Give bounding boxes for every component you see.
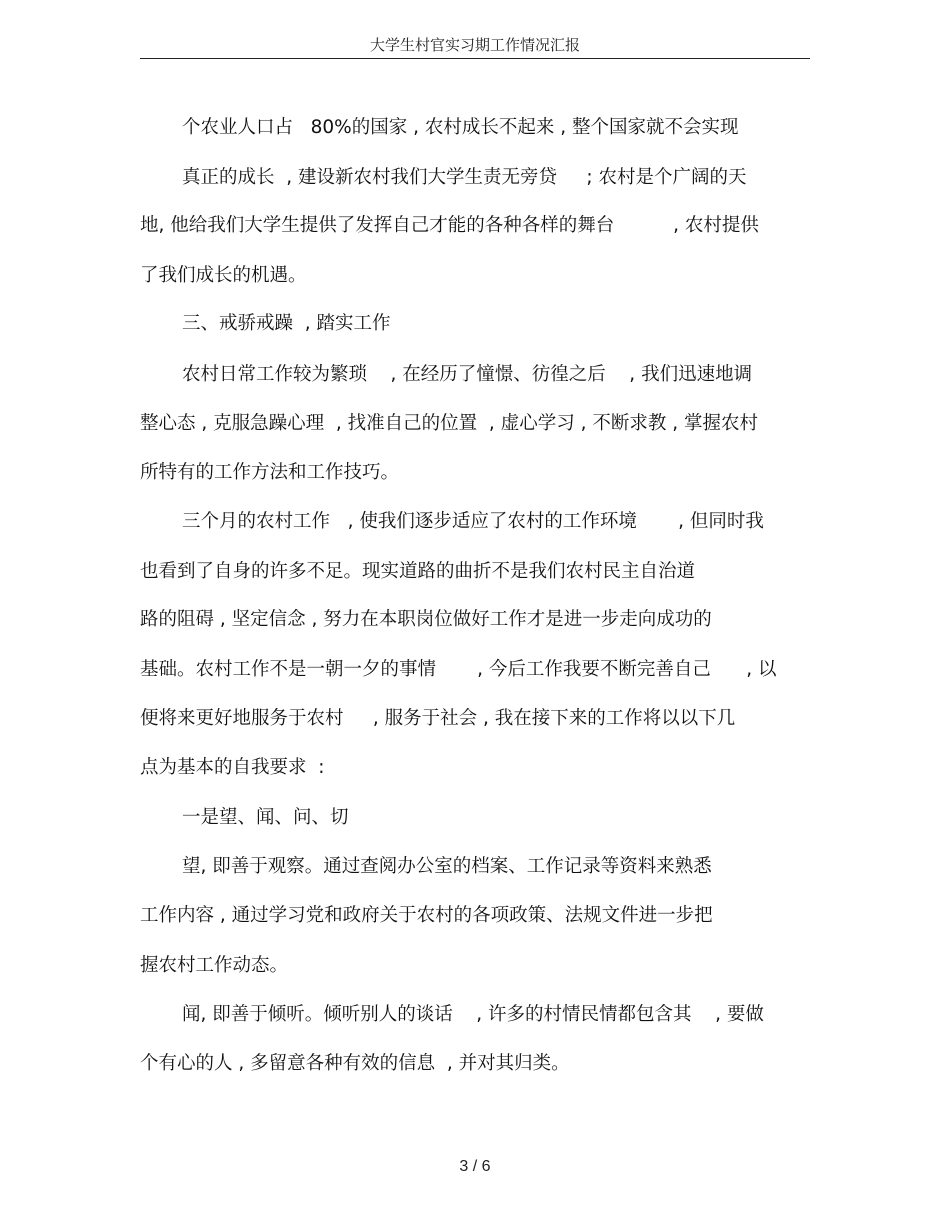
- page-number: 3 / 6: [459, 1158, 491, 1175]
- text-line-13: 便将来更好地服务于农村 , 服务于社会 , 我在接下来的工作将以以下几: [140, 708, 736, 729]
- text-line-3: 地, 他给我们大学生提供了发挥自己才能的各种各样的舞台 , 农村提供: [140, 215, 759, 236]
- text-line-1: 个农业人口占 80%的国家 , 农村成长不起来 , 整个国家就不会实现: [182, 117, 739, 138]
- text-line-4: 了我们成长的机遇。: [140, 265, 307, 286]
- text-line-18: 握农村工作动态。: [140, 955, 289, 976]
- text-line-14: 点为基本的自我要求 :: [140, 757, 325, 778]
- text-line-8: 所特有的工作方法和工作技巧。: [140, 462, 400, 483]
- text-line-2: 真正的成长 , 建设新农村我们大学生责无旁贷 ; 农村是个广阔的天: [182, 167, 747, 188]
- text-line-16: 望, 即善于观察。通过查阅办公室的档案、工作记录等资料来熟悉: [182, 856, 712, 877]
- text-line-7: 整心态 , 克服急躁心理 , 找准自己的位置 , 虚心学习 , 不断求教 , 掌握农村: [140, 413, 758, 434]
- page-header-title: 大学生村官实习期工作情况汇报: [140, 34, 810, 59]
- subsection-heading: 一是望、闻、问、切: [182, 807, 349, 828]
- text-line-20: 个有心的人 , 多留意各种有效的信息 , 并对其归类。: [140, 1053, 570, 1074]
- section-heading-3: 三、戒骄戒躁 , 踏实工作: [182, 313, 391, 334]
- text-line-11: 路的阻碍 , 坚定信念 , 努力在本职岗位做好工作才是进一步走向成功的: [140, 609, 712, 630]
- text-line-12: 基础。农村工作不是一朝一夕的事情 , 今后工作我要不断完善自己 , 以: [140, 659, 777, 680]
- text-line-9: 三个月的农村工作 , 使我们逐步适应了农村的工作环境 , 但同时我: [182, 511, 764, 532]
- text-line-6: 农村日常工作较为繁琐 , 在经历了憧憬、彷徨之后 , 我们迅速地调: [182, 364, 753, 385]
- text-line-17: 工作内容 , 通过学习党和政府关于农村的各项政策、法规文件进一步把: [140, 905, 713, 926]
- text-line-19: 闻, 即善于倾听。倾听别人的谈话 , 许多的村情民情都包含其 , 要做: [182, 1004, 764, 1025]
- text-line-10: 也看到了自身的许多不足。现实道路的曲折不是我们农村民主自治道: [140, 561, 696, 582]
